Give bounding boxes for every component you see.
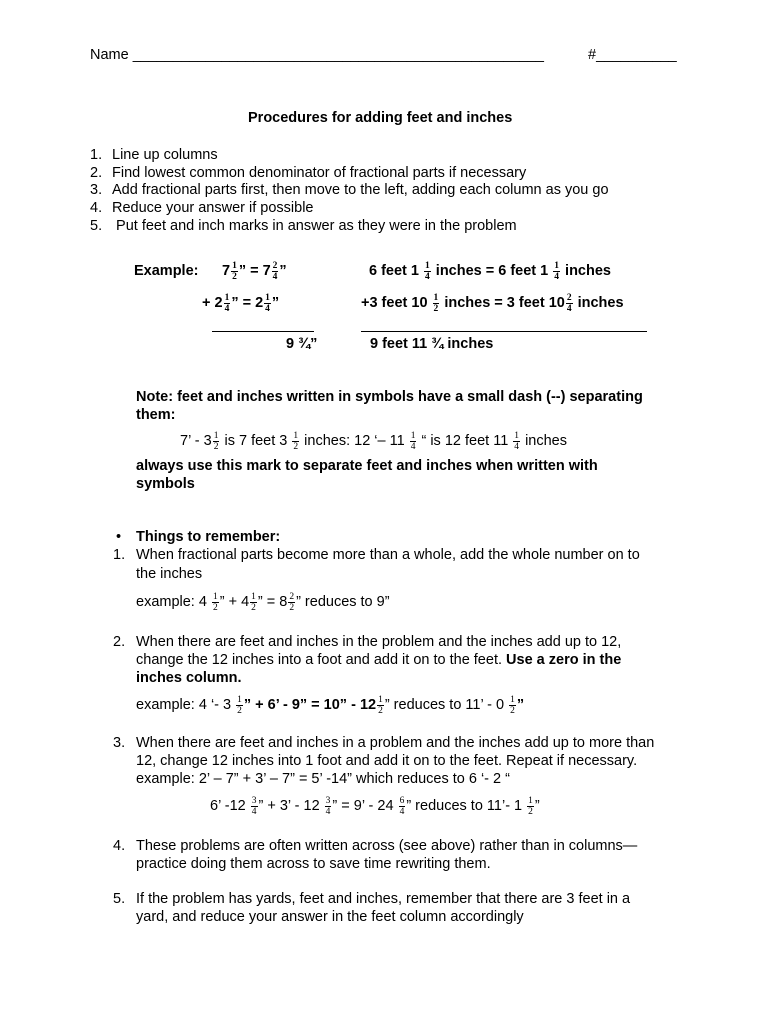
number-field-line[interactable]: __________	[596, 47, 677, 63]
example-right-sum: 9 feet 11 ¾ inches	[370, 336, 494, 352]
fraction: $\frac{1}{2}$	[232, 260, 237, 282]
fraction: $\frac{1}{2}$	[378, 694, 383, 716]
name-label: Name	[90, 47, 133, 63]
remember-heading: Things to remember:	[136, 529, 281, 545]
fraction: $\frac{1}{4}$	[425, 260, 430, 282]
page-title: Procedures for adding feet and inches	[248, 110, 513, 126]
fraction: $\frac{1}{2}$	[293, 430, 299, 452]
fraction: $\frac{1}{4}$	[224, 292, 230, 314]
fraction: $\frac{1}{4}$	[410, 430, 416, 452]
name-field-line[interactable]: ___________________________________________________	[132, 47, 544, 63]
bullet: •	[116, 529, 122, 545]
fraction: $\frac{6}{4}$	[399, 795, 405, 817]
fraction: $\frac{3}{4}$	[251, 795, 257, 817]
number-row	[588, 47, 677, 63]
fraction: $\frac{1}{2}$	[212, 591, 218, 613]
item4-line2: practice doing them across to save time rewriting them.	[136, 856, 491, 872]
fraction: $\frac{1}{2}$	[510, 694, 515, 716]
note-line2: them:	[136, 407, 176, 423]
note-line4: symbols	[136, 476, 195, 492]
fraction: $\frac{2}{4}$	[272, 260, 278, 282]
example-right-row2: +3 feet 10 $\frac{1}{2}$ inches = 3 feet 10 $\frac{2}{4}$ inches	[361, 292, 624, 314]
item1-line2: the inches	[136, 566, 203, 582]
note-line1: Note: feet and inches written in symbols have a small dash (--) separating	[136, 389, 643, 405]
list-item: 3. Add fractional parts first, then move to the left, adding each column as you go	[90, 182, 609, 198]
fraction: $\frac{2}{4}$	[566, 292, 572, 314]
fraction: $\frac{1}{2}$	[251, 591, 256, 613]
example-left-sum: 9 ¾”	[286, 336, 318, 352]
item2-line1: When there are feet and inches in the problem and the inches add up to 12,	[136, 634, 622, 650]
item4-num: 4.	[113, 838, 126, 854]
sum-line-right	[361, 331, 647, 332]
list-item: 4. Reduce your answer if possible	[90, 200, 314, 216]
fraction: $\frac{3}{4}$	[325, 795, 331, 817]
fraction: $\frac{1}{2}$	[528, 795, 533, 817]
item1-line1: When fractional parts become more than a whole, add the whole number on to	[136, 547, 640, 563]
note-line3: always use this mark to separate feet and inches when written with	[136, 458, 598, 474]
note-example: 7’ - 3 $\frac{1}{2}$ is 7 feet 3 $\frac{1}{2}$ inches: 12 ‘– 11 $\frac{1}{4}$ “ is 12 feet 11 $\frac{1}{4}$ inches	[180, 430, 567, 452]
example-left-row1: 7 $\frac{1}{2}$ ” = 7 $\frac{2}{4}$ ”	[222, 260, 287, 282]
item3-line3: example: 2’ – 7” + 3’ – 7” = 5’ -14” which reduces to 6 ‘- 2 “	[136, 771, 510, 787]
example-label: Example:	[134, 263, 199, 279]
item3-line1: When there are feet and inches in a problem and the inches add up to more than	[136, 735, 655, 751]
item2-line2: change the 12 inches into a foot and add it on to the feet. Use a zero in the	[136, 652, 622, 668]
fraction: $\frac{1}{4}$	[554, 260, 560, 282]
example-right-row1: 6 feet 1 $\frac{1}{4}$ inches = 6 feet 1 $\frac{1}{4}$ inches	[369, 260, 611, 282]
fraction: $\frac{1}{4}$	[265, 292, 270, 314]
item2-line3: inches column.	[136, 670, 242, 686]
list-item: 1. Line up columns	[90, 147, 218, 163]
item1-num: 1.	[113, 547, 126, 563]
list-item: 2. Find lowest common denominator of fractional parts if necessary	[90, 165, 527, 181]
number-label: #	[588, 47, 597, 63]
fraction: $\frac{1}{2}$	[213, 430, 219, 452]
item5-num: 5.	[113, 891, 126, 907]
item1-example: example: 4 $\frac{1}{2}$ ” + 4 $\frac{1}{2}$ ” = 8 $\frac{2}{2}$ ” reduces to 9”	[136, 591, 390, 613]
fraction: $\frac{1}{2}$	[237, 694, 242, 716]
item3-num: 3.	[113, 735, 126, 751]
item2-example: example: 4 ‘- 3 $\frac{1}{2}$ ” + 6’ - 9” = 10” - 12 $\frac{1}{2}$ ” reduces to 11’ - 0 $\frac{1}{2}$ ”	[136, 694, 525, 716]
item5-line2: yard, and reduce your answer in the feet column accordingly	[136, 909, 524, 925]
item3-example: 6’ -12 $\frac{3}{4}$ ” + 3’ - 12 $\frac{3}{4}$ ” = 9’ - 24 $\frac{6}{4}$ ” reduces to 11’- 1 $\frac{1}{2}$ ”	[210, 795, 540, 817]
example-left-row2: + 2 $\frac{1}{4}$ ” = 2 $\frac{1}{4}$ ”	[202, 292, 280, 314]
sum-line-left	[212, 331, 314, 332]
item4-line1: These problems are often written across (see above) rather than in columns—	[136, 838, 638, 854]
item2-num: 2.	[113, 634, 126, 650]
item3-line2: 12, change 12 inches into 1 foot and add it on to the feet. Repeat if necessary.	[136, 753, 638, 769]
fraction: $\frac{1}{4}$	[514, 430, 520, 452]
list-item: 5. Put feet and inch marks in answer as they were in the problem	[90, 218, 517, 234]
item5-line1: If the problem has yards, feet and inches, remember that there are 3 feet in a	[136, 891, 631, 907]
fraction: $\frac{1}{2}$	[433, 292, 439, 314]
name-row	[90, 47, 544, 63]
fraction: $\frac{2}{2}$	[289, 591, 295, 613]
